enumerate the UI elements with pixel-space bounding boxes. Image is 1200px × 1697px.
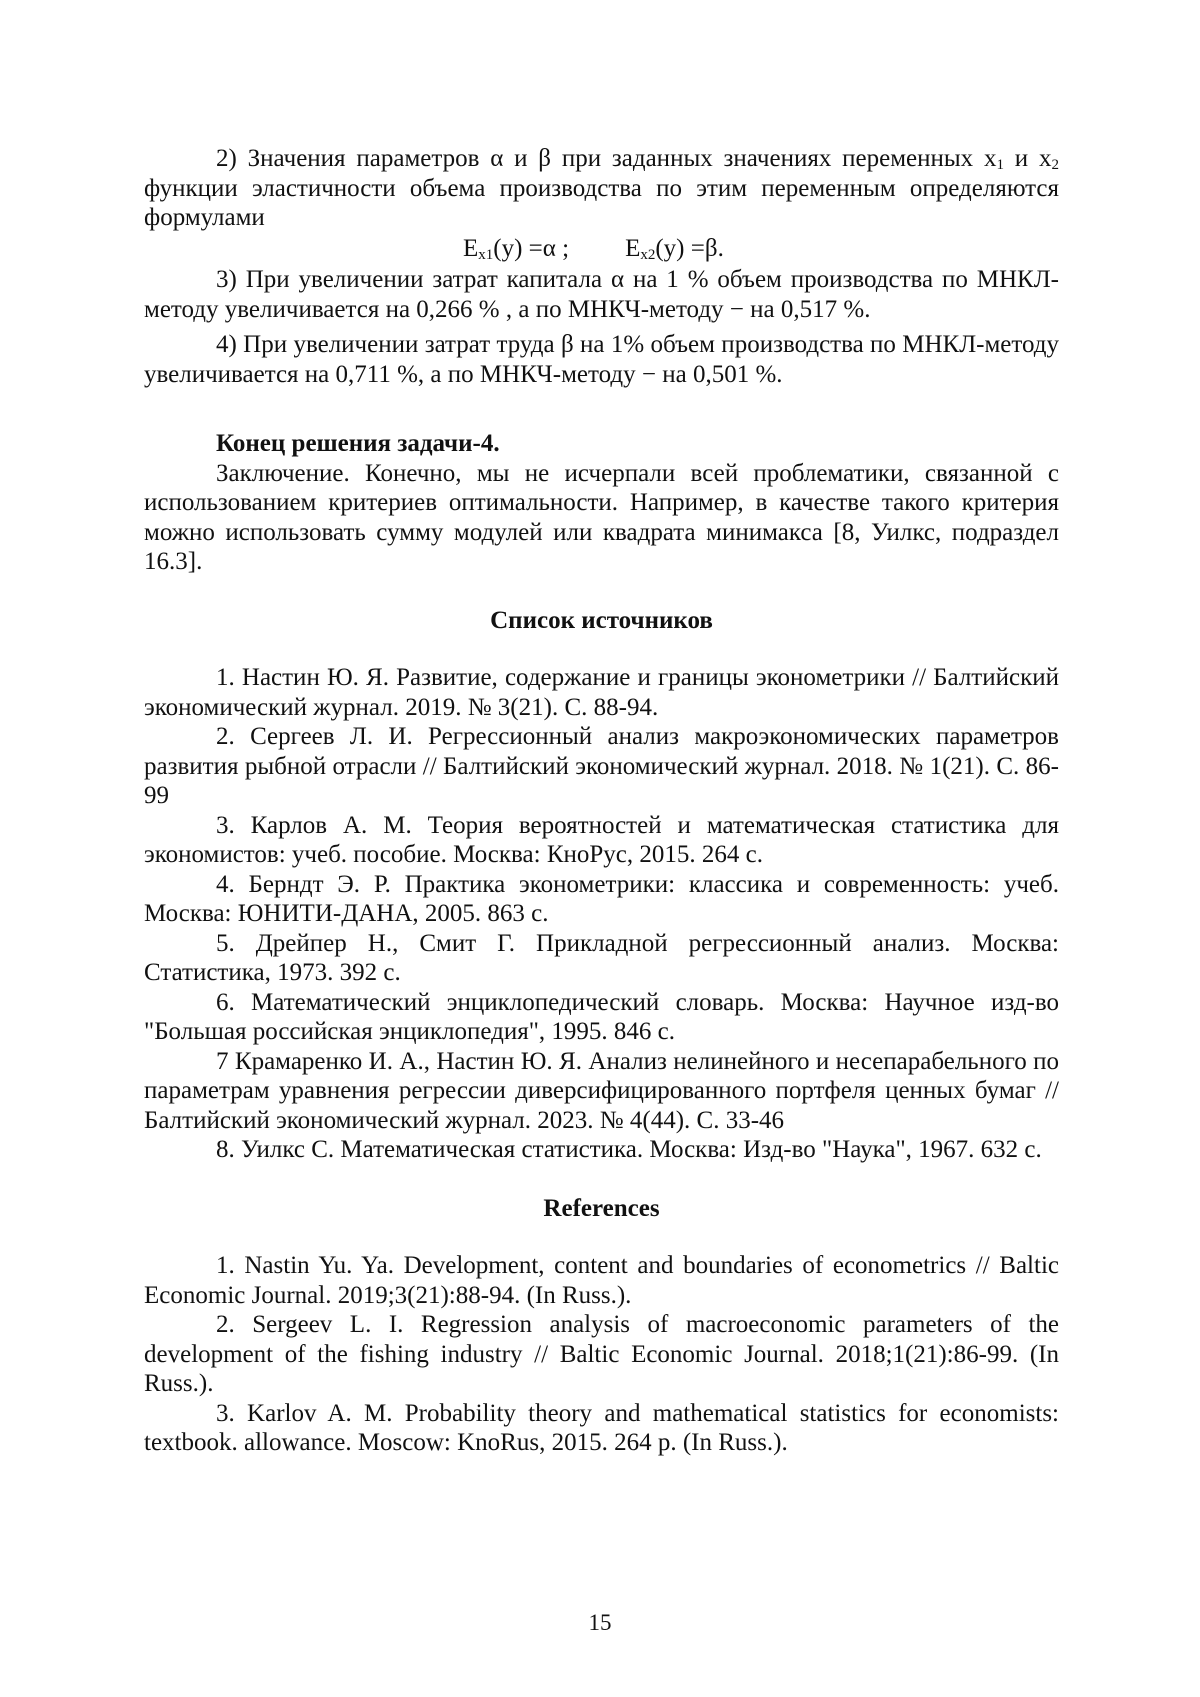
page-number: 15 [588,1610,612,1635]
source-item: 6. Математический энциклопедический словарь. Москва: Научное изд-во "Большая российская энциклопедия", 1995. 846 с. [144,988,1059,1045]
source-item: 1. Настин Ю. Я. Развитие, содержание и границы эконометрики // Балтийский экономический журнал. 2019. № 3(21). С. 88-94. [144,664,1059,721]
formula-e1-rest: (y) =α ; [493,234,570,262]
formula-e1-sub: x1 [478,246,494,263]
source-item: 4. Берндт Э. Р. Практика эконометрики: классика и современность: учеб. Москва: ЮНИТИ-ДАНА, 2005. 863 с. [144,870,1059,927]
end-of-solution-heading: Конец решения задачи-4. [216,430,500,457]
x2-subscript: 2 [1051,157,1059,173]
conclusion-paragraph: Заключение. Конечно, мы не исчерпали всей проблематики, связанной с использованием критериев оптимальности. Например, в качестве такого критерия можно использовать сумму модулей или квадрата минимакса [8, Уилкс, подраздел 16.3]. [144,459,1059,575]
source-item: 5. Дрейпер Н., Смит Г. Прикладной регрессионный анализ. Москва: Статистика, 1973. 392 с. [144,929,1059,986]
formula-e2-sub: x2 [640,246,656,263]
item-2-text: 2) Значения параметров α и β при заданных значениях переменных x [216,145,997,172]
item-4-paragraph: 4) При увеличении затрат труда β на 1% объем производства по МНКЛ-методу увеличивается на 0,711 %, а по МНКЧ-методу − на 0,501 %. [144,331,1059,388]
item-2-paragraph [144,144,1059,233]
item-3-paragraph: 3) При увеличении затрат капитала α на 1 % объем производства по МНКЛ-методу увеличивается на 0,266 % , а по МНКЧ-методу − на 0,517 %. [144,266,1059,323]
page-content [144,144,1059,1458]
reference-item: 1. Nastin Yu. Ya. Development, content and boundaries of econometrics // Baltic Economic Journal. 2019;3(21):88-94. (In Russ.). [144,1252,1059,1309]
item-2-text-rest: функции эластичности объема производства по этим переменным определяются формулами [144,174,1059,231]
sources-heading: Список источников [490,606,713,634]
source-item: 8. Уилкс С. Математическая статистика. Москва: Изд-во "Наука", 1967. 632 с. [216,1136,1042,1163]
formula-e2-rest: (y) =β. [655,234,724,262]
references-heading: References [543,1194,660,1222]
x1-subscript: 1 [996,157,1004,173]
source-item: 7 Крамаренко И. А., Настин Ю. Я. Анализ нелинейного и несепарабельного по параметрам уравнения регрессии диверсифицированного портфеля ценных бумаг // Балтийский экономический журнал. 2023. № 4(44). С. 33-46 [144,1047,1059,1134]
sources-list [144,663,1059,1165]
formula-e1: E [463,234,479,262]
references-list [144,1251,1059,1458]
source-item: 3. Карлов А. М. Теория вероятностей и математическая статистика для экономистов: учеб. пособие. Москва: КноРус, 2015. 264 с. [144,811,1059,868]
reference-item: 3. Karlov A. M. Probability theory and mathematical statistics for economists: textbook. allowance. Moscow: KnoRus, 2015. 264 p. (In Russ.). [144,1399,1059,1456]
formula-e2: E [625,234,641,262]
reference-item: 2. Sergeev L. I. Regression analysis of macroeconomic parameters of the development of the fishing industry // Baltic Economic Journal. 2018;1(21):86-99. (In Russ.). [144,1311,1059,1397]
source-item: 2. Сергеев Л. И. Регрессионный анализ макроэкономических параметров развития рыбной отрасли // Балтийский экономический журнал. 2018. № 1(21). С. 86-99 [144,723,1059,809]
item-2-text-mid: и x [1004,145,1052,172]
elasticity-formula [144,234,1059,264]
